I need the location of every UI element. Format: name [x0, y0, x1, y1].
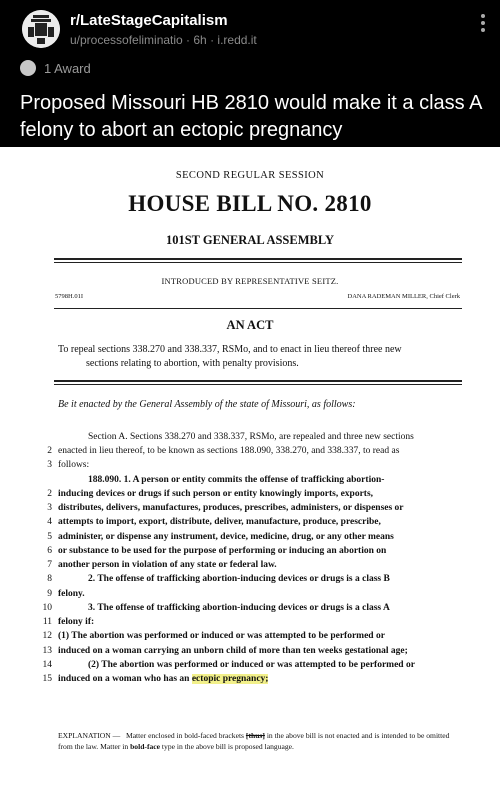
doc-assembly: 101ST GENERAL ASSEMBLY [165, 233, 335, 247]
more-options-icon[interactable] [480, 14, 486, 36]
doc-clerk: DANA RADEMAN MILLER, Chief Clerk [347, 293, 460, 300]
divider [54, 308, 462, 309]
bill-line: 8 2. The offense of trafficking abortion-inducing devices or drugs is a class B [47, 574, 390, 584]
bill-line: Section A. Sections 338.270 and 338.337, RSMo, are repealed and three new sections [88, 432, 414, 442]
bill-line: 14 (2) The abortion was performed or induced or was attempted to be performed or [42, 660, 415, 670]
bill-line: 10 3. The offense of trafficking abortion-inducing devices or drugs is a class A [42, 603, 390, 613]
post-image[interactable] [0, 147, 500, 797]
highlighted-text: ectopic pregnancy; [191, 674, 269, 684]
bill-line: 9 felony. [47, 589, 85, 599]
subreddit-name[interactable]: r/LateStageCapitalism [70, 12, 228, 29]
bill-line: 15 induced on a woman who has an ectopic pregnancy; [42, 674, 269, 684]
doc-explanation: EXPLANATION — Matter enclosed in bold-faced brackets [thus] in the above bill is not enacted and is intended to be omitted from the law. Matter in bold-face type in the above bill is proposed language. [58, 731, 450, 751]
doc-clerk-row [55, 293, 460, 300]
bill-line: 5 administer, or dispense any instrument, device, medicine, drug, or any other means [47, 532, 394, 542]
subreddit-avatar[interactable] [22, 10, 60, 48]
post-meta: u/processofeliminatio · 6h · i.redd.it [70, 33, 257, 47]
post-header [0, 0, 500, 60]
bill-line: 188.090. 1. A person or entity commits the offense of trafficking abortion- [88, 475, 385, 485]
divider [54, 258, 462, 260]
bill-line: 11 felony if: [42, 617, 95, 627]
divider [54, 384, 462, 385]
bill-line: 2 enacted in lieu thereof, to be known as sections 188.090, 338.270, and 338.337, to read as [47, 446, 400, 456]
doc-repeal-text [58, 343, 462, 371]
repeal-line-1: To repeal sections 338.270 and 338.337, RSMo, and to enact in lieu thereof three new [58, 344, 402, 355]
divider [54, 380, 462, 382]
doc-enacting-clause: Be it enacted by the General Assembly of the state of Missouri, as follows: [58, 399, 356, 410]
doc-act-heading: AN ACT [226, 318, 274, 332]
bill-line: 13 induced on a woman carrying an unborn child of more than ten weeks gestational age; [42, 646, 408, 656]
bill-line: 3 distributes, delivers, manufactures, produces, prescribes, administers, or dispenses or [47, 503, 404, 513]
bill-line: 4 attempts to import, export, distribute, deliver, manufacture, produce, prescribe, [47, 517, 381, 527]
bill-line: 3 follows: [47, 460, 90, 470]
doc-introduced: INTRODUCED BY REPRESENTATIVE SEITZ. [161, 276, 339, 286]
bill-line: 7 another person in violation of any state or federal law. [47, 560, 277, 570]
doc-bill-number: HOUSE BILL NO. 2810 [128, 191, 372, 216]
repeal-line-2: sections relating to abortion, with penalty provisions. [86, 358, 299, 369]
award-icon [20, 60, 36, 76]
post-title[interactable]: Proposed Missouri HB 2810 would make it a class A felony to abort an ectopic pregnancy [20, 92, 482, 141]
bill-line: 12 (1) The abortion was performed or induced or was attempted to be performed or [42, 631, 385, 641]
bill-line: 2 inducing devices or drugs if such person or entity knowingly imports, exports, [47, 489, 374, 499]
doc-code: 5798H.01I [55, 293, 83, 300]
bill-line: 6 or substance to be used for the purpose of performing or inducing an abortion on [47, 546, 387, 556]
doc-session: SECOND REGULAR SESSION [175, 170, 325, 181]
award-count: 1 Award [44, 61, 91, 76]
divider [54, 262, 462, 263]
